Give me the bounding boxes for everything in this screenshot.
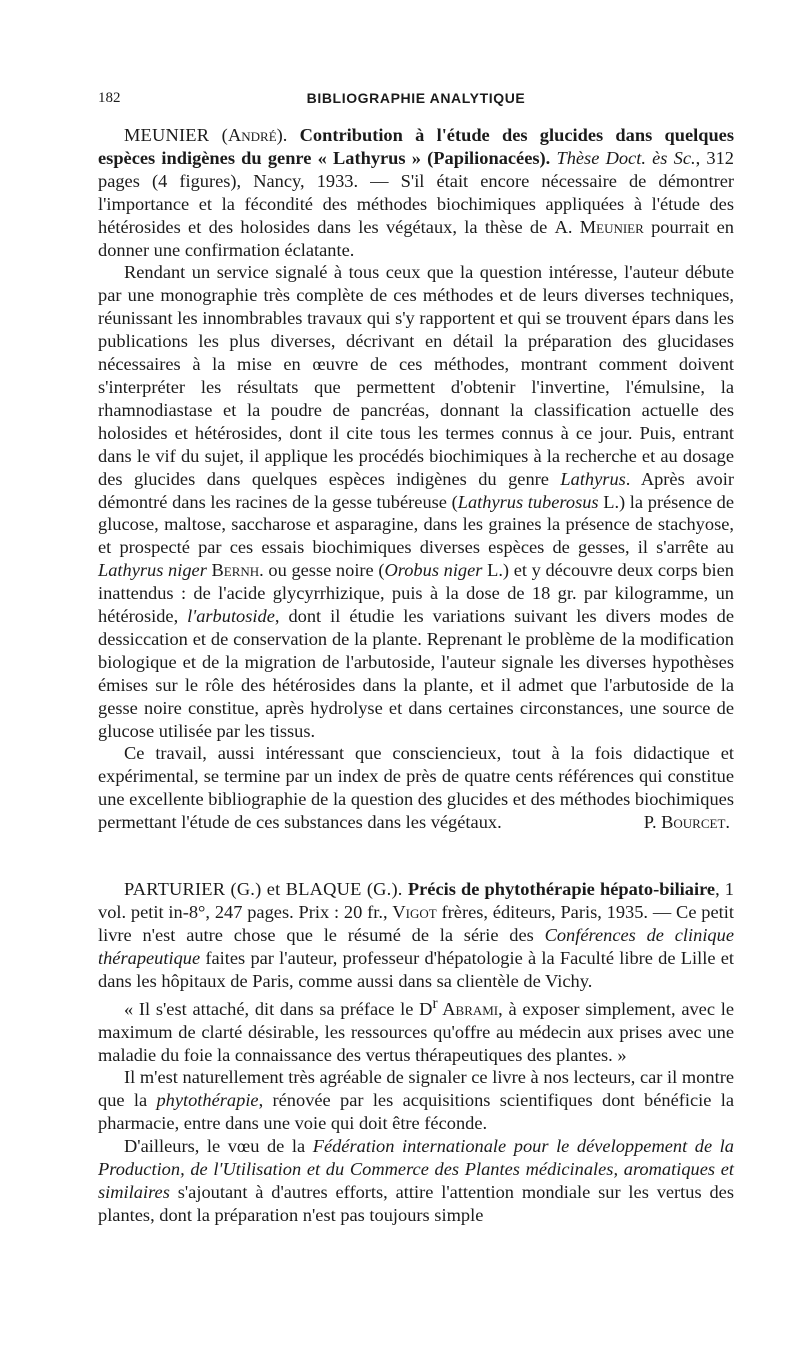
- publisher-name: Vigot: [392, 902, 437, 923]
- reviewer-signature: P. Bourcet.: [643, 812, 730, 833]
- page: [98, 88, 734, 1227]
- thesis-type: Thèse Doct. ès Sc.: [556, 147, 696, 168]
- author-name: MEUNIER (: [124, 125, 228, 145]
- review-paragraph: Il m'est naturellement très agréable de signaler ce livre à nos lecteurs, car il montre que la phytothérapie, rénovée par les acquisitions scientifiques dont bénéficie la pharmacie, entre dans une voie qui doit être féconde.: [98, 1067, 734, 1134]
- review-meunier: [98, 124, 734, 834]
- review-citation: MEUNIER (André). Contribution à l'étude des glucides dans quelques espèces indigènes du genre « Lathyrus » (Papilionacées). Thèse Doct. ès Sc., 312 pages (4 figures), Nancy, 1933. — S'il était encore nécessaire de démontrer l'importance et la fécondité des méthodes biochimiques appliquées à l'étude des hétérosides et des holosides dans les végétaux, la thèse de A. Meunier pourrait en donner une confirmation éclatante.: [98, 125, 734, 260]
- review-citation: PARTURIER (G.) et BLAQUE (G.). Précis de phytothérapie hépato-biliaire, 1 vol. petit in-8°, 247 pages. Prix : 20 fr., Vigot frères, éditeurs, Paris, 1935. — Ce petit livre n'est autre chose que le résumé de la série des Conférences de clinique thérapeutique faites par l'auteur, professeur d'hépatologie à la Faculté libre de Lille et dans les hôpitaux de Paris, comme aussi dans sa clientèle de Vichy.: [98, 879, 735, 991]
- author-first-name: André: [227, 125, 277, 145]
- work-title: Contribution à l'étude des glucides dans quelques espèces indigènes du genre « Lathyrus » (Papilionacées).: [98, 125, 734, 168]
- review-paragraph: D'ailleurs, le vœu de la Fédération internationale pour le développement de la Production, de l'Utilisation et du Commerce des Plantes médicinales, aromatiques et similaires s'ajoutant à d'autres efforts, attire l'attention mondiale sur les vertus des plantes, dont la préparation n'est pas toujours simple: [98, 1136, 734, 1225]
- page-header: [98, 88, 734, 112]
- author-ref: A. Meunier: [554, 216, 644, 237]
- author-name: PARTURIER (G.) et BLAQUE (G.).: [124, 879, 408, 900]
- review-parturier: [98, 878, 734, 1227]
- page-number: 182: [98, 90, 121, 106]
- review-paragraph: Rendant un service signalé à tous ceux que la question intéresse, l'auteur débute par une monographie très complète de ces méthodes et de leurs diverses techniques, réunissant les innombrables travaux qui s'y rapportent et qui se trouvent épars dans les publications les plus diverses, décrivant en détail la préparation des glucidases nécessaires à la mise en œuvre de ces méthodes, montrant comment doivent s'interpréter les résultats que permettent d'obtenir l'invertine, l'émulsine, la rhamnodiastase et la poudre de pancréas, donnant la classification actuelle des holosides et hétérosides, dont il cite tous les termes connus à ce jour. Puis, entrant dans le vif du sujet, il applique les procédés biochimiques à la recherche et au dosage des glucides dans quelques espèces indigènes du genre Lathyrus. Après avoir démontré dans les racines de la gesse tubéreuse (Lathyrus tuberosus L.) la présence de glucose, maltose, saccharose et asparagine, dans les graines la présence de stachyose, et prospecté par ces essais biochimiques diverses espèces de gesses, il s'arrête au Lathyrus niger Bernh. ou gesse noire (Orobus niger L.) et y découvre deux corps bien inattendus : de l'acide glycyrrhizique, puis à la dose de 18 gr. par kilogramme, un hétéroside, l'arbutoside, dont il étudie les variations suivant les divers modes de dessiccation et de conservation de la plante. Reprenant le problème de la modification biologique et de la migration de l'arbutoside, l'auteur signale les diverses hypothèses émises sur le rôle des hétérosides dans la plante, et il admet que l'arbutoside de la gesse noire constitue, après hydrolyse et dans certaines circonstances, une source de glucose utilisée par les tissus.: [98, 262, 735, 741]
- review-paragraph: « Il s'est attaché, dit dans sa préface le $D^r$ Abrami, à exposer simplement, avec le maximum de clarté désirable, les ressources qu'offre au médecin aux prises avec une maladie du foie la connaissance des vertus thérapeutiques des plantes. »: [98, 994, 734, 1065]
- running-head: BIBLIOGRAPHIE ANALYTIQUE: [306, 90, 526, 106]
- review-paragraph: Ce travail, aussi intéressant que consciencieux, tout à la fois didactique et expérimental, se termine par un index de près de quatre cents références qui constitue une excellente bibliographie de la question des glucides et des méthodes biochimiques permettant l'étude de ces substances dans les végétaux.: [98, 743, 734, 833]
- work-title: Précis de phytothérapie hépato-biliaire: [407, 879, 716, 900]
